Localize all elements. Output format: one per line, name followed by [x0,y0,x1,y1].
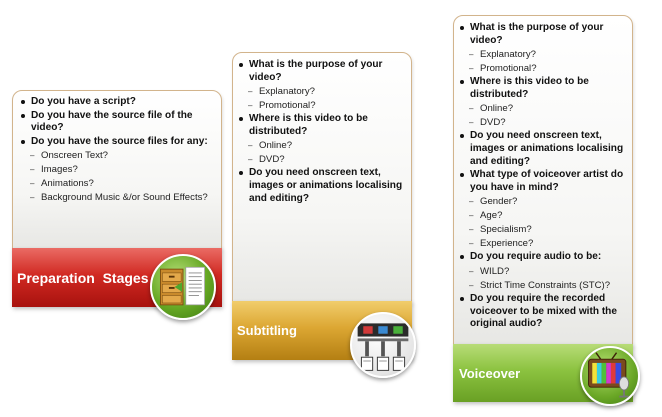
question-item: What type of voiceover artist do you have in mind? [460,169,626,194]
sub-item: – Gender? [460,196,626,208]
question-item: Do you have the source file of the video? [21,110,215,135]
sub-item: – DVD? [239,154,405,166]
banner-title: Subtitling [237,323,297,338]
question-list [239,59,405,205]
sub-item: – Promotional? [460,63,626,75]
sub-item: – Animations? [21,178,215,190]
banner-title: Voiceover [459,365,521,381]
sub-item: – Explanatory? [460,49,626,61]
sub-item: – Online? [239,140,405,152]
sub-item: – Explanatory? [239,86,405,98]
sub-item: – Specialism? [460,224,626,236]
sub-item: – Onscreen Text? [21,150,215,162]
question-item: Do you have a script? [21,96,215,109]
question-item: Do you need onscreen text, images or animations localising and editing? [239,167,405,205]
tv-microphone-icon [580,346,640,406]
question-item: Do you have the source files for any: [21,136,215,149]
card-preparation [12,90,222,250]
sub-item: – Online? [460,103,626,115]
question-item: What is the purpose of your video? [460,22,626,47]
sub-item: – Experience? [460,238,626,250]
question-item: What is the purpose of your video? [239,59,405,84]
sub-item: – Strict Time Constraints (STC)? [460,280,626,292]
sub-item: – WILD? [460,266,626,278]
question-item: Do you require the recorded voiceover to be mixed with the original audio? [460,293,626,331]
sub-item: – Images? [21,164,215,176]
question-list [460,22,626,331]
question-item: Where is this video to be distributed? [460,76,626,101]
sub-item: – DVD? [460,117,626,129]
card-voiceover [453,15,633,347]
film-strip-icon [350,312,416,378]
file-cabinet-icon [150,254,216,320]
question-list [21,96,215,204]
card-subtitling [232,52,412,304]
question-item: Do you require audio to be: [460,251,626,264]
question-item: Do you need onscreen text, images or animations localising and editing? [460,130,626,168]
sub-item: – Promotional? [239,100,405,112]
question-item: Where is this video to be distributed? [239,113,405,138]
sub-item: – Background Music &/or Sound Effects? [21,192,215,204]
sub-item: – Age? [460,210,626,222]
banner-title: Preparation Stages [17,269,149,286]
